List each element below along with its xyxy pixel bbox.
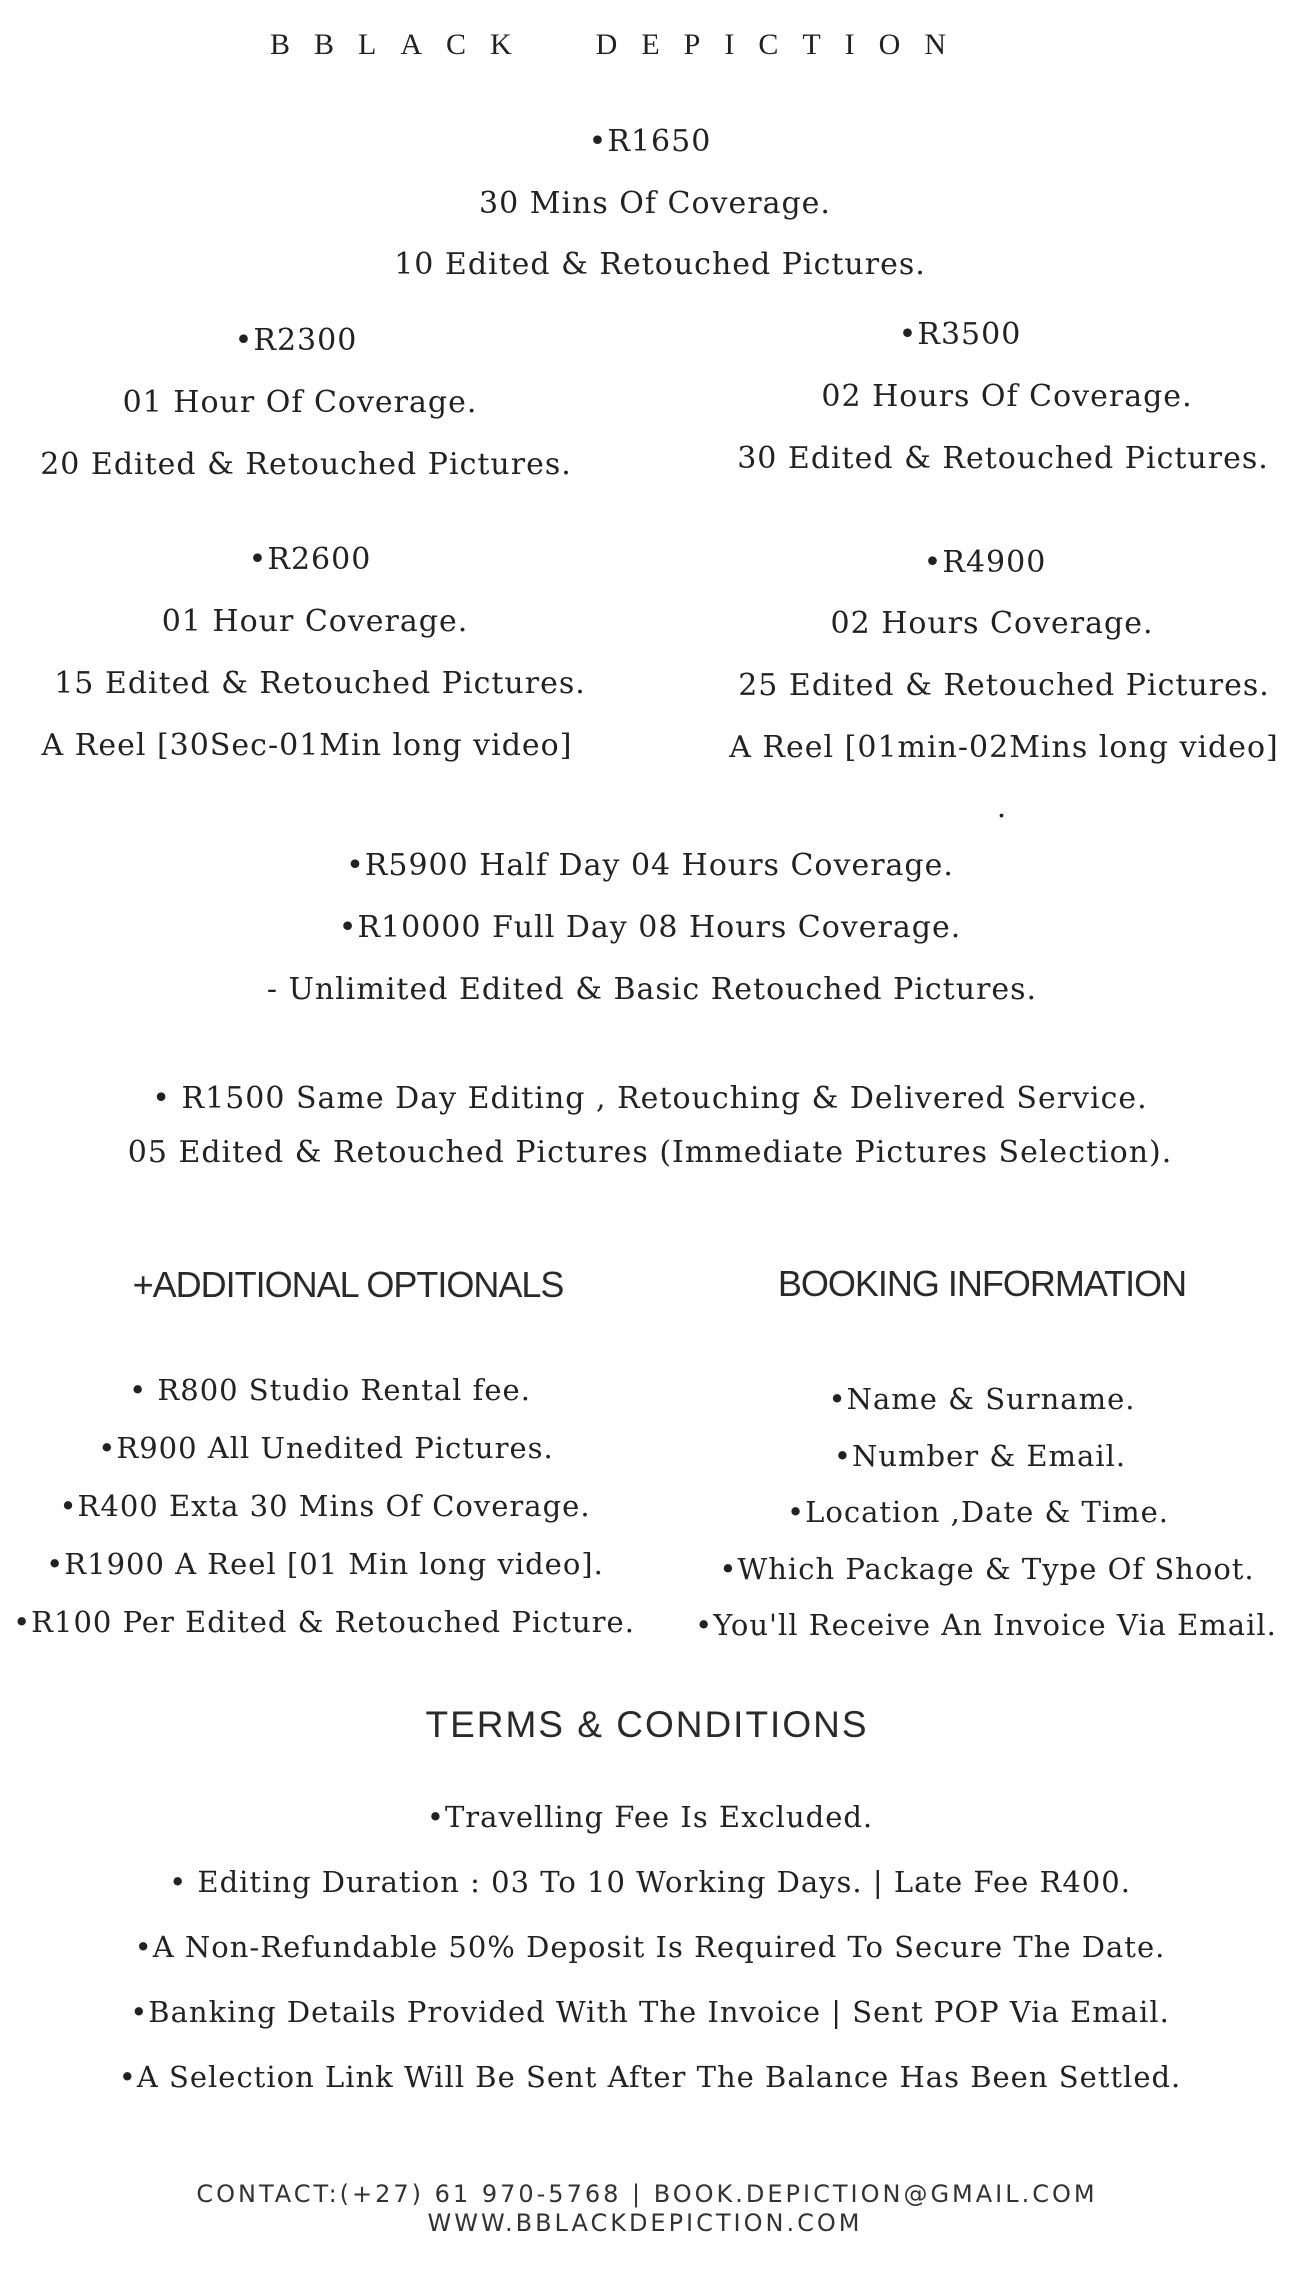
- package-5-reel: A Reel [01min-02Mins long video]: [729, 730, 1279, 765]
- terms-item: •Banking Details Provided With The Invoice | Sent POP Via Email.: [130, 1995, 1170, 2029]
- additional-heading: +ADDITIONAL OPTIONALS: [132, 1264, 564, 1305]
- brand-part-2: DEPICTION: [595, 28, 971, 61]
- package-4-pictures: 15 Edited & Retouched Pictures.: [54, 666, 586, 701]
- additional-item: •R1900 A Reel [01 Min long video].: [46, 1547, 604, 1581]
- booking-item: •Which Package & Type Of Shoot.: [719, 1552, 1255, 1586]
- booking-heading: BOOKING INFORMATION: [777, 1263, 1187, 1304]
- terms-item: •A Selection Link Will Be Sent After The Balance Has Been Settled.: [118, 2060, 1182, 2094]
- same-day-service: • R1500 Same Day Editing , Retouching & Delivered Service.: [152, 1081, 1148, 1116]
- package-3-coverage: 02 Hours Of Coverage.: [821, 379, 1193, 414]
- additional-item: •R400 Exta 30 Mins Of Coverage.: [59, 1489, 591, 1523]
- terms-item: •A Non-Refundable 50% Deposit Is Required To Secure The Date.: [134, 1930, 1166, 1964]
- stray-dot: .: [996, 790, 1008, 825]
- package-3-pictures: 30 Edited & Retouched Pictures.: [737, 441, 1269, 476]
- package-4-reel: A Reel [30Sec-01Min long video]: [41, 728, 573, 763]
- package-2-coverage: 01 Hour Of Coverage.: [122, 385, 478, 420]
- booking-item: •You'll Receive An Invoice Via Email.: [695, 1608, 1277, 1642]
- website-line: WWW.BBLACKDEPICTION.COM: [427, 2209, 863, 2237]
- terms-item: •Travelling Fee Is Excluded.: [426, 1800, 874, 1834]
- terms-item: • Editing Duration : 03 To 10 Working Days. | Late Fee R400.: [169, 1865, 1131, 1899]
- half-day-package: •R5900 Half Day 04 Hours Coverage.: [346, 848, 954, 883]
- additional-item: •R900 All Unedited Pictures.: [98, 1431, 554, 1465]
- package-1-pictures: 10 Edited & Retouched Pictures.: [394, 247, 926, 282]
- terms-heading: TERMS & CONDITIONS: [425, 1704, 869, 1745]
- booking-item: •Number & Email.: [833, 1439, 1127, 1473]
- package-4-price: •R2600: [248, 542, 372, 577]
- booking-item: •Name & Surname.: [828, 1382, 1136, 1416]
- brand-title: [270, 28, 970, 62]
- package-1-coverage: 30 Mins Of Coverage.: [479, 186, 831, 221]
- brand-part-1: BBLACK: [269, 28, 536, 61]
- package-1-price: •R1650: [588, 124, 712, 159]
- package-3-price: •R3500: [898, 317, 1022, 352]
- same-day-detail: 05 Edited & Retouched Pictures (Immediate Pictures Selection).: [127, 1135, 1173, 1170]
- package-4-coverage: 01 Hour Coverage.: [161, 604, 469, 639]
- package-5-price: •R4900: [923, 545, 1047, 580]
- package-2-price: •R2300: [234, 323, 358, 358]
- package-2-pictures: 20 Edited & Retouched Pictures.: [40, 447, 572, 482]
- additional-item: •R100 Per Edited & Retouched Picture.: [13, 1605, 635, 1639]
- unlimited-pictures: - Unlimited Edited & Basic Retouched Pictures.: [266, 972, 1038, 1007]
- contact-line: CONTACT:(+27) 61 970-5768 | BOOK.DEPICTION@GMAIL.COM: [196, 2180, 1098, 2208]
- additional-item: • R800 Studio Rental fee.: [129, 1373, 531, 1407]
- package-5-coverage: 02 Hours Coverage.: [830, 606, 1154, 641]
- package-5-pictures: 25 Edited & Retouched Pictures.: [738, 668, 1270, 703]
- full-day-package: •R10000 Full Day 08 Hours Coverage.: [338, 910, 962, 945]
- booking-item: •Location ,Date & Time.: [787, 1495, 1169, 1529]
